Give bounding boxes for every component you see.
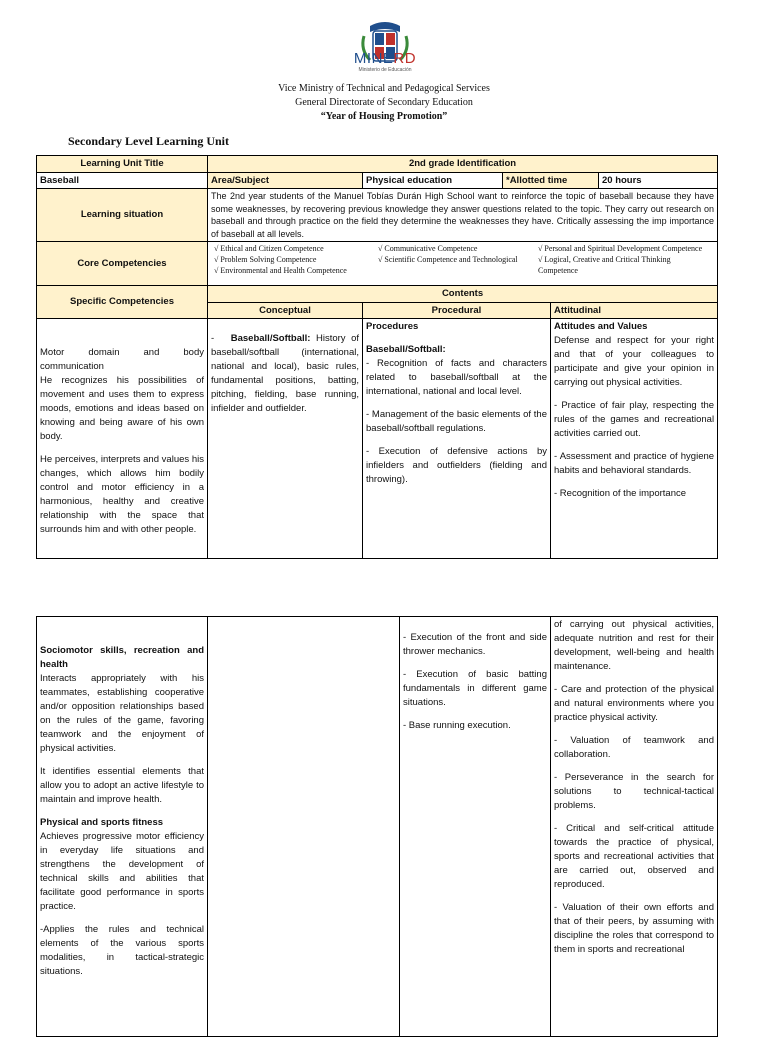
attitudinal-item: - Critical and self-critical attitude towards the practice of physical, sports and recreational activities that are carried out, observed and reproduced. (554, 823, 714, 890)
header-motto: “Year of Housing Promotion” (320, 111, 448, 122)
core-competency: √ Environmental and Health Competence (214, 266, 347, 275)
attitudinal-item: Defense and respect for your right and that of your colleagues to participate and give your opinion in carrying out physical activities. (554, 335, 715, 388)
attitudinal-item: - Perseverance in the search for solutions to technical-tactical problems. (554, 772, 714, 811)
specific-competencies-cell-continued (37, 617, 208, 1037)
fitness-text: Achieves progressive motor efficiency in everyday life situations and strengthens the development of technical skills and abilities that facilitate good performance in sports practice. (40, 831, 204, 912)
header-line-directorate: General Directorate of Secondary Education (295, 97, 473, 108)
fitness-heading: Physical and sports fitness (40, 817, 164, 828)
contents-label: Contents (208, 286, 718, 303)
core-competencies-col-2 (378, 243, 538, 276)
procedural-label: Procedural (363, 302, 551, 319)
conceptual-cell (208, 319, 363, 559)
specific-competency-heading: Motor domain and body communication (40, 347, 204, 372)
conceptual-content: - Baseball/Softball: History of baseball/softball (international, national and local), basic rules, fundamental positions, batting, pitching, fielding, base running, infielder and outfielder. (211, 333, 360, 414)
core-competencies-label: Core Competencies (37, 242, 208, 286)
procedural-cell (363, 319, 551, 559)
core-competencies-list (208, 242, 718, 286)
area-label: Area/Subject (208, 172, 363, 189)
conceptual-label: Conceptual (208, 302, 363, 319)
specific-competencies-label: Specific Competencies (37, 286, 208, 319)
attitudinal-item: - Practice of fair play, respecting the rules of the games and recreational activities carried out. (554, 400, 715, 439)
fitness-text: -Applies the rules and technical elements of the various sports modalities, in tactical-strategic situations. (40, 924, 204, 977)
sociomotor-text: Interacts appropriately with his teammates, establishing cooperative and/or opposition relationships based on the rules of the game, favoring teamwork and the enjoyment of physical activities. (40, 673, 204, 754)
procedural-item: - Base running execution. (403, 720, 511, 731)
learning-unit-table (36, 155, 718, 559)
conceptual-cell-continued (208, 617, 400, 1037)
attitudes-heading: Attitudes and Values (554, 321, 648, 332)
sociomotor-text: It identifies essential elements that allow you to adopt an active lifestyle to maintain and improve health. (40, 766, 204, 805)
learning-situation-text: The 2nd year students of the Manuel Tobías Durán High School want to reinforce the topic of baseball because they have some weaknesses, by recovering previous knowledge they answer questions related to the topic. They carry out research on baseball and through practice on the field they determine the weaknesses they have. Critically assessing the imp importance of baseball at all levels. (208, 189, 718, 242)
identification-label: 2nd grade Identification (208, 156, 718, 173)
core-competency: √ Logical, Creative and Critical Thinking Competence (538, 255, 671, 275)
sociomotor-heading: Sociomotor skills, recreation and health (40, 645, 204, 670)
attitudinal-item: - Care and protection of the physical and natural environments where you practice physical activity. (554, 684, 714, 723)
core-competency: √ Personal and Spiritual Development Competence (538, 244, 703, 253)
attitudinal-cell (551, 319, 718, 559)
area-value: Physical education (363, 172, 503, 189)
core-competency: √ Ethical and Citizen Competence (214, 244, 324, 253)
specific-competency-text: He perceives, interprets and values his changes, which allows him bodily control and motor efficiency in a harmonious, healthy and creative relationship with the space that surrounds him and with other people. (40, 454, 204, 535)
header-line-ministry: Vice Ministry of Technical and Pedagogical Services (278, 83, 490, 94)
unit-title-value: Baseball (37, 172, 208, 189)
logo-subtitle: Ministerio de Educación (358, 67, 412, 73)
attitudinal-item: of carrying out physical activities, adequate nutrition and rest for their development, well-being and health maintenance. (554, 619, 714, 672)
learning-situation-label: Learning situation (37, 189, 208, 242)
procedures-heading: Procedures (366, 321, 419, 332)
specific-competencies-cell (37, 319, 208, 559)
procedural-cell-continued (400, 617, 551, 1037)
specific-competency-text: He recognizes his possibilities of movement and uses them to express moods, emotions and ideas based on knowing and being aware of his own body. (40, 375, 204, 442)
attitudinal-cell-continued (551, 617, 718, 1037)
learning-unit-title-label: Learning Unit Title (37, 156, 208, 173)
document-title: Secondary Level Learning Unit (68, 134, 229, 148)
learning-unit-table-continued (36, 616, 718, 1037)
allotted-time-label: *Allotted time (503, 172, 599, 189)
allotted-time-value: 20 hours (599, 172, 718, 189)
attitudinal-item: - Valuation of their own efforts and that of their peers, by assuming with discipline the roles that correspond to them in sports and recreational (554, 902, 714, 955)
attitudinal-item: - Assessment and practice of hygiene habits and behavioral standards. (554, 451, 715, 476)
core-competencies-col-3 (538, 243, 708, 276)
procedural-item: - Execution of basic batting fundamentals in different game situations. (403, 669, 547, 708)
procedural-item: - Management of the basic elements of the baseball/softball regulations. (366, 409, 547, 434)
attitudinal-label: Attitudinal (551, 302, 718, 319)
procedural-item: - Execution of defensive actions by infielders and outfielders (fielding and throwing). (366, 446, 547, 485)
procedural-subheading: Baseball/Softball: (366, 344, 446, 355)
core-competency: √ Problem Solving Competence (214, 255, 317, 264)
core-competencies-col-1 (214, 243, 378, 276)
core-competency: √ Communicative Competence (378, 244, 478, 253)
attitudinal-item: - Valuation of teamwork and collaboration. (554, 735, 714, 760)
procedural-item: - Recognition of facts and characters related to baseball/softball at the international, national and local level. (366, 358, 547, 397)
attitudinal-item: - Recognition of the importance (554, 488, 687, 499)
procedural-item: - Execution of the front and side thrower mechanics. (403, 632, 547, 657)
core-competency: √ Scientific Competence and Technological (378, 255, 518, 264)
logo-wordmark: MINERD (353, 50, 417, 67)
document-header (0, 82, 768, 124)
